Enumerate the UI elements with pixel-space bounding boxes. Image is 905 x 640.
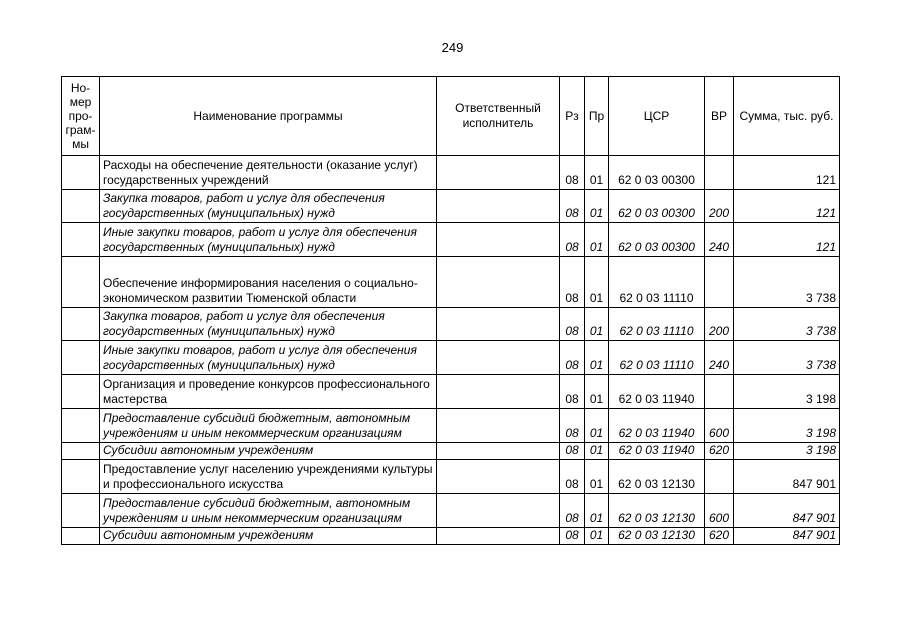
cell-vr: 620	[705, 528, 734, 545]
table-row	[62, 341, 840, 375]
table-row	[62, 375, 840, 409]
cell-program-number	[62, 190, 100, 223]
header-program-number: Но- мер про- грам- мы	[62, 77, 100, 156]
cell-csr: 62 0 03 11940	[609, 443, 705, 460]
cell-program-name: Организация и проведение конкурсов профессионального мастерства	[100, 375, 437, 409]
cell-csr: 62 0 03 12130	[609, 528, 705, 545]
cell-rz: 08	[560, 341, 585, 375]
cell-rz: 08	[560, 223, 585, 257]
cell-csr: 62 0 03 11110	[609, 341, 705, 375]
cell-program-number	[62, 308, 100, 341]
cell-program-name: Субсидии автономным учреждениям	[100, 528, 437, 545]
cell-responsible	[437, 528, 560, 545]
cell-rz: 08	[560, 443, 585, 460]
cell-rz: 08	[560, 156, 585, 190]
cell-program-name: Предоставление услуг населению учреждениями культуры и профессионального искусства	[100, 460, 437, 494]
cell-pr: 01	[585, 156, 609, 190]
cell-csr: 62 0 03 00300	[609, 156, 705, 190]
cell-responsible	[437, 190, 560, 223]
cell-rz: 08	[560, 190, 585, 223]
cell-pr: 01	[585, 494, 609, 528]
cell-csr: 62 0 03 12130	[609, 460, 705, 494]
cell-responsible	[437, 443, 560, 460]
cell-program-number	[62, 375, 100, 409]
header-vr: ВР	[705, 77, 734, 156]
cell-vr: 600	[705, 494, 734, 528]
table-row	[62, 308, 840, 341]
cell-rz: 08	[560, 460, 585, 494]
table-row	[62, 190, 840, 223]
cell-program-name: Закупка товаров, работ и услуг для обеспечения государственных (муниципальных) нужд	[100, 190, 437, 223]
cell-program-number	[62, 443, 100, 460]
cell-program-number	[62, 341, 100, 375]
cell-program-number	[62, 528, 100, 545]
table-row	[62, 443, 840, 460]
cell-responsible	[437, 409, 560, 443]
cell-pr: 01	[585, 460, 609, 494]
cell-sum: 3 198	[734, 443, 840, 460]
cell-csr: 62 0 03 11940	[609, 375, 705, 409]
cell-responsible	[437, 156, 560, 190]
cell-program-name: Обеспечение информирования населения о социально-экономическом развитии Тюменской области	[100, 257, 437, 308]
table-row	[62, 223, 840, 257]
cell-csr: 62 0 03 11110	[609, 308, 705, 341]
cell-vr	[705, 156, 734, 190]
cell-program-number	[62, 223, 100, 257]
cell-responsible	[437, 223, 560, 257]
cell-program-name: Предоставление субсидий бюджетным, автономным учреждениям и иным некоммерческим организациям	[100, 494, 437, 528]
cell-vr: 240	[705, 341, 734, 375]
cell-csr: 62 0 03 00300	[609, 223, 705, 257]
cell-vr: 600	[705, 409, 734, 443]
table-row	[62, 528, 840, 545]
header-pr: Пр	[585, 77, 609, 156]
cell-responsible	[437, 308, 560, 341]
table-row	[62, 257, 840, 308]
header-rz: Рз	[560, 77, 585, 156]
cell-sum: 847 901	[734, 494, 840, 528]
table-body	[62, 156, 840, 545]
cell-csr: 62 0 03 11940	[609, 409, 705, 443]
cell-vr: 240	[705, 223, 734, 257]
cell-pr: 01	[585, 190, 609, 223]
cell-program-name: Иные закупки товаров, работ и услуг для обеспечения государственных (муниципальных) нужд	[100, 341, 437, 375]
cell-program-number	[62, 156, 100, 190]
cell-program-name: Субсидии автономным учреждениям	[100, 443, 437, 460]
budget-table	[61, 76, 840, 545]
cell-pr: 01	[585, 409, 609, 443]
cell-sum: 847 901	[734, 528, 840, 545]
cell-vr	[705, 460, 734, 494]
cell-pr: 01	[585, 308, 609, 341]
table-row	[62, 409, 840, 443]
cell-rz: 08	[560, 375, 585, 409]
cell-sum: 121	[734, 156, 840, 190]
cell-program-number	[62, 460, 100, 494]
table-row	[62, 460, 840, 494]
cell-pr: 01	[585, 443, 609, 460]
cell-pr: 01	[585, 528, 609, 545]
cell-rz: 08	[560, 308, 585, 341]
cell-sum: 121	[734, 223, 840, 257]
header-responsible: Ответственный исполнитель	[437, 77, 560, 156]
cell-rz: 08	[560, 494, 585, 528]
cell-vr	[705, 375, 734, 409]
cell-sum: 121	[734, 190, 840, 223]
cell-responsible	[437, 494, 560, 528]
cell-rz: 08	[560, 409, 585, 443]
header-program-name: Наименование программы	[100, 77, 437, 156]
cell-program-number	[62, 257, 100, 308]
cell-program-name: Расходы на обеспечение деятельности (оказание услуг) государственных учреждений	[100, 156, 437, 190]
cell-responsible	[437, 375, 560, 409]
cell-pr: 01	[585, 375, 609, 409]
cell-responsible	[437, 257, 560, 308]
cell-sum: 3 198	[734, 375, 840, 409]
table-header-row	[62, 77, 840, 156]
cell-pr: 01	[585, 341, 609, 375]
cell-program-name: Предоставление субсидий бюджетным, автономным учреждениям и иным некоммерческим организациям	[100, 409, 437, 443]
cell-rz: 08	[560, 257, 585, 308]
cell-program-number	[62, 409, 100, 443]
cell-sum: 3 738	[734, 308, 840, 341]
cell-sum: 3 198	[734, 409, 840, 443]
page-number: 249	[441, 40, 464, 55]
cell-program-name: Закупка товаров, работ и услуг для обеспечения государственных (муниципальных) нужд	[100, 308, 437, 341]
cell-responsible	[437, 460, 560, 494]
cell-vr: 200	[705, 308, 734, 341]
cell-sum: 3 738	[734, 341, 840, 375]
header-csr: ЦСР	[609, 77, 705, 156]
cell-sum: 847 901	[734, 460, 840, 494]
cell-program-number	[62, 494, 100, 528]
table-row	[62, 156, 840, 190]
cell-pr: 01	[585, 223, 609, 257]
cell-sum: 3 738	[734, 257, 840, 308]
cell-responsible	[437, 341, 560, 375]
cell-vr: 620	[705, 443, 734, 460]
cell-pr: 01	[585, 257, 609, 308]
table-row	[62, 494, 840, 528]
cell-vr: 200	[705, 190, 734, 223]
cell-rz: 08	[560, 528, 585, 545]
cell-csr: 62 0 03 12130	[609, 494, 705, 528]
cell-csr: 62 0 03 00300	[609, 190, 705, 223]
cell-vr	[705, 257, 734, 308]
header-sum: Сумма, тыс. руб.	[734, 77, 840, 156]
cell-csr: 62 0 03 11110	[609, 257, 705, 308]
cell-program-name: Иные закупки товаров, работ и услуг для обеспечения государственных (муниципальных) нужд	[100, 223, 437, 257]
